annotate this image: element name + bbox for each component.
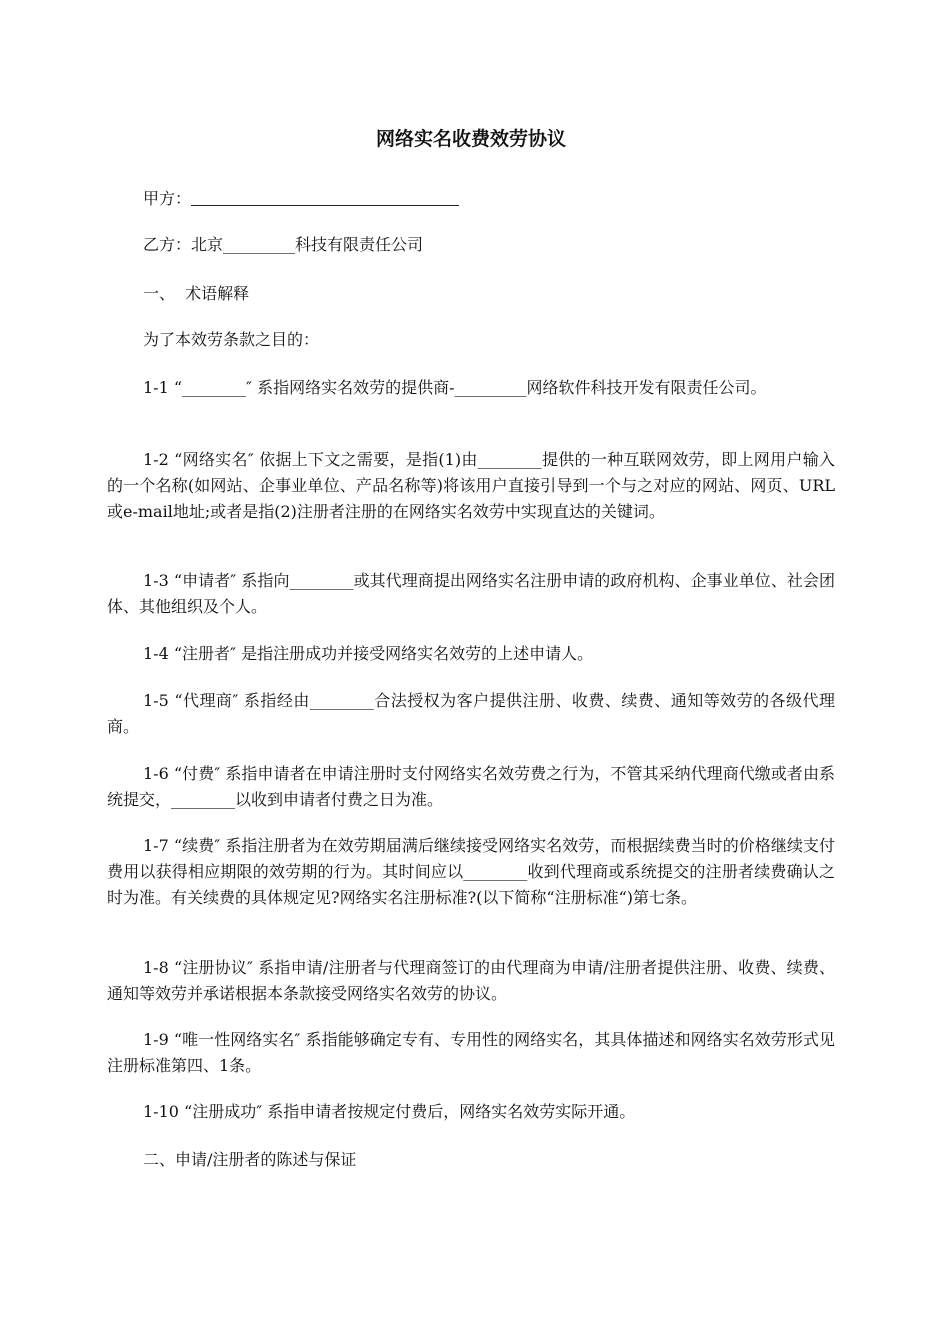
- party-b-line: 乙方：北京_________科技有限责任公司: [143, 235, 424, 254]
- clause-1-6: 1-6 “付费″ 系指申请者在申请注册时支付网络实名效劳费之行为，不管其采纳代理商代缴或者由系统提交，________以收到申请者付费之日为准。: [107, 764, 835, 809]
- clause-1-10: 1-10 “注册成功″ 系指申请者按规定付费后，网络实名效劳实际开通。: [143, 1102, 636, 1121]
- clause-1-9: 1-9 “唯一性网络实名″ 系指能够确定专有、专用性的网络实名，其具体描述和网络实名效劳形式见注册标准第四、1条。: [107, 1030, 835, 1075]
- party-a-label: 甲方：: [143, 189, 192, 208]
- clause-1-7: 1-7 “续费″ 系指注册者为在效劳期届满后继续接受网络实名效劳，而根据续费当时的价格继续支付费用以获得相应期限的效劳期的行为。其时间应以________收到代理商或系统提交的注册者续费确认之时为准。有关续费的具体规定见?网络实名注册标准?(以下简称“注册标准“)第七条。: [107, 836, 835, 907]
- clause-1-3: 1-3 “申请者″ 系指向________或其代理商提出网络实名注册申请的政府机构、企事业单位、社会团体、其他组织及个人。: [107, 571, 835, 616]
- clause-1-8: 1-8 “注册协议″ 系指申请/注册者与代理商签订的由代理商为申请/注册者提供注册、收费、续费、通知等效劳并承诺根据本条款接受网络实名效劳的协议。: [107, 958, 835, 1003]
- intro-text: 为了本效劳条款之目的：: [143, 330, 320, 349]
- clause-1-5: 1-5 “代理商″ 系指经由________合法授权为客户提供注册、收费、续费、通知等效劳的各级代理商。: [107, 691, 835, 736]
- party-a-blank: [191, 187, 459, 206]
- party-a-line: [107, 186, 835, 212]
- section2-heading: 二、申请/注册者的陈述与保证: [143, 1150, 357, 1169]
- clause-1-2: 1-2 “网络实名″ 依据上下文之需要，是指(1)由________提供的一种互联网效劳，即上网用户输入的一个名称(如网站、企事业单位、产品名称等)将该用户直接引导到一个与之对应的网站、网页、URL或e-mail地址;或者是指(2)注册者注册的在网络实名效劳中实现直达的关键词。: [107, 450, 835, 521]
- section1-heading: 一、 术语解释: [143, 284, 250, 303]
- document-title: 网络实名收费效劳协议: [375, 128, 566, 150]
- clause-1-1: 1-1 “________″ 系指网络实名效劳的提供商-_________网络软件科技开发有限责任公司。: [143, 378, 767, 397]
- clause-1-4: 1-4 “注册者″ 是指注册成功并接受网络实名效劳的上述申请人。: [143, 644, 594, 663]
